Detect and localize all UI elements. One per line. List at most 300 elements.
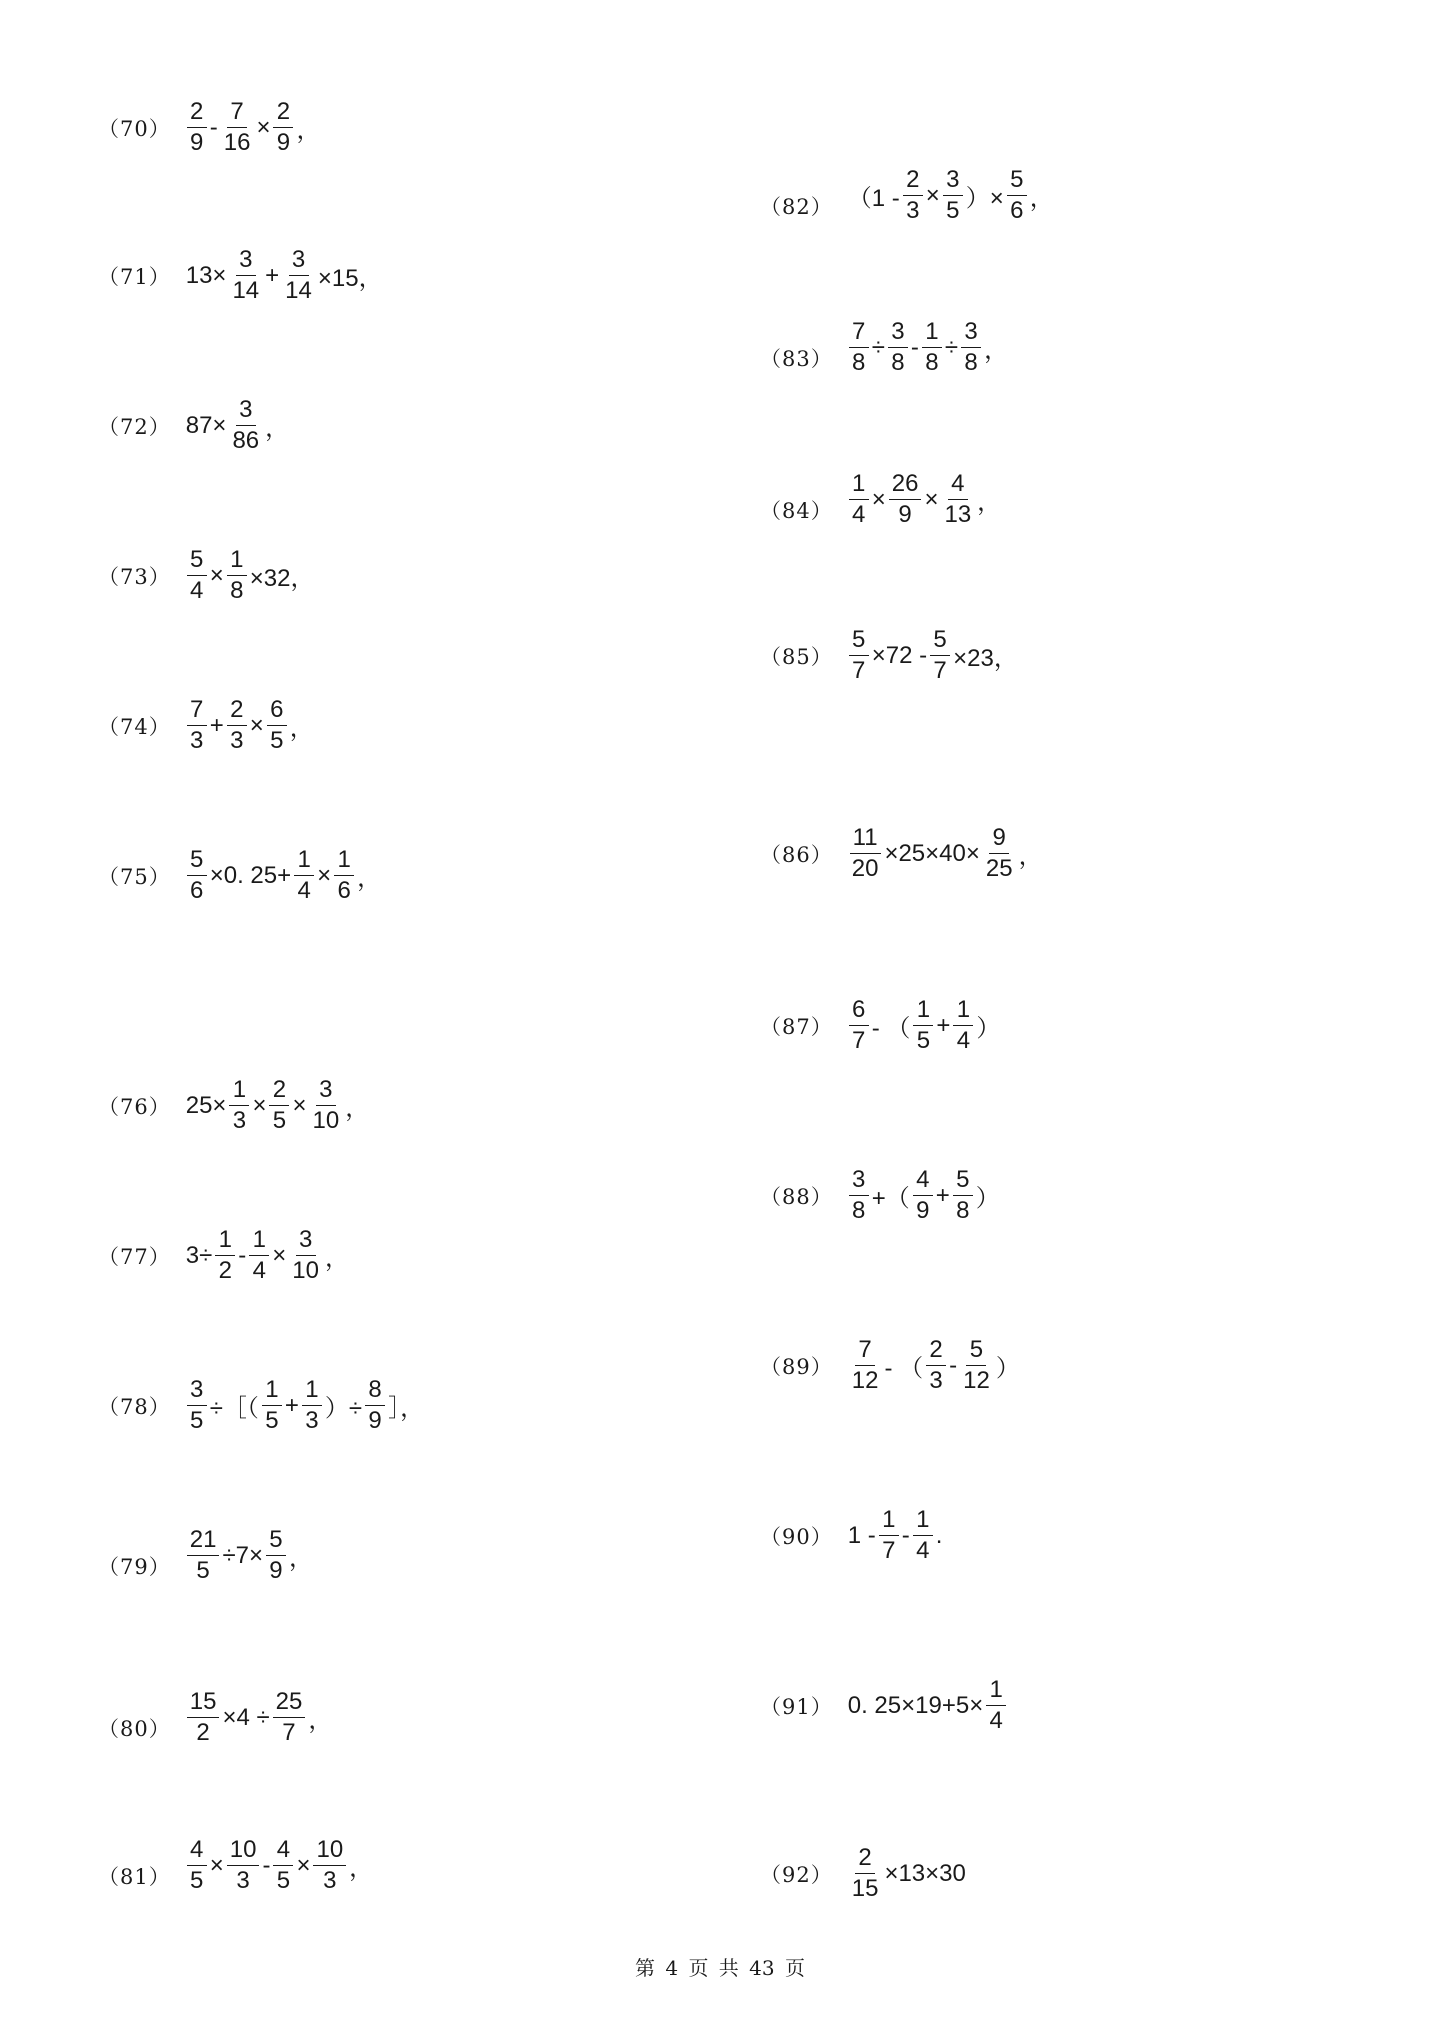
numerator: 1 [334,848,354,876]
denominator: 4 [297,877,311,904]
operator-text: ， [357,865,382,892]
numerator: 1 [953,998,973,1026]
denominator: 5 [270,727,284,754]
numerator: 2 [855,1846,875,1874]
problem-90 [760,1508,943,1563]
operator-text: ×25×40× [884,839,980,867]
fraction [187,848,207,903]
numerator: 6 [267,698,287,726]
problem-85 [760,628,1019,683]
operator-text: × [256,113,271,141]
denominator: 8 [925,349,939,376]
problem-80 [98,1690,333,1745]
denominator: 3 [190,727,204,754]
denominator: 8 [852,349,866,376]
fraction [365,1378,385,1433]
problem-number: （90） [760,1524,833,1549]
numerator: 3 [849,1168,869,1196]
expression [185,1838,374,1893]
fraction [913,1508,933,1563]
fraction [221,100,254,155]
operator-text: - [949,1351,958,1379]
operator-text: ÷［（ [209,1395,259,1422]
numerator: 3 [943,168,963,196]
expression [185,398,290,453]
fraction [888,320,908,375]
expression [185,100,322,155]
fraction [289,1228,322,1283]
problem-number: （77） [98,1244,171,1269]
problem-87 [760,998,1001,1053]
problem-number: （81） [98,1865,171,1889]
expression [847,628,1019,683]
numerator: 5 [930,628,950,656]
problem-number: （78） [98,1394,171,1419]
expression [847,998,1002,1053]
problem-92 [760,1846,967,1901]
operator-text: 25× [185,1091,227,1119]
fraction [227,1838,260,1893]
problem-number: （74） [98,714,171,739]
fraction [913,998,933,1053]
fraction [266,1528,286,1583]
operator-text: + [284,1391,299,1419]
operator-text: ， [289,715,314,742]
denominator: 4 [852,501,866,528]
fraction [889,472,922,527]
numerator: 1 [249,1228,269,1256]
operator-text: 0. 25×19+5× [847,1691,984,1719]
operator-text: 87× [185,411,227,439]
problem-75 [98,848,382,903]
denominator: 14 [285,277,312,304]
denominator: 6 [1010,197,1024,224]
fraction [960,1338,993,1393]
expression [847,1846,967,1901]
numerator: 6 [849,998,869,1026]
numerator: 5 [187,548,207,576]
expression [847,826,1044,881]
numerator: 5 [266,1528,286,1556]
problem-number: （71） [98,264,171,289]
numerator: 3 [236,398,256,426]
operator-text: ， [1018,843,1043,870]
numerator: 1 [215,1228,235,1256]
fraction [849,472,869,527]
denominator: 20 [851,855,879,882]
operator-text: - [910,333,919,361]
fraction [849,320,869,375]
fraction [913,1168,933,1223]
fraction [309,1078,342,1133]
page-footer: 第 4 页 共 43 页 [635,1956,805,1980]
operator-text: +（ [871,1185,910,1212]
fraction [849,1338,882,1393]
denominator: 9 [276,129,291,156]
denominator: 10 [292,1257,319,1284]
numerator: 5 [953,1168,973,1196]
operator-text: ÷ [871,333,885,361]
fraction [953,1168,973,1223]
denominator: 10 [312,1107,340,1134]
operator-text: × [272,1241,287,1269]
fraction [930,628,950,683]
denominator: 3 [323,1867,337,1894]
problem-88 [760,1168,1001,1223]
fraction [313,1838,346,1893]
expression [847,1168,1001,1223]
operator-text: 13× [185,261,227,289]
expression [847,1508,944,1563]
operator-text: ×15， [317,265,383,292]
fraction [282,248,315,303]
numerator: 5 [1007,168,1027,196]
operator-text: + [935,1181,950,1209]
fraction [879,1508,899,1563]
numerator: 1 [913,1508,933,1536]
denominator: 7 [882,1537,896,1564]
problem-74 [98,698,315,753]
numerator: 7 [849,320,869,348]
numerator: 1 [913,998,933,1026]
fraction [273,1690,306,1745]
expression [185,1528,314,1583]
problem-91 [760,1678,1008,1733]
numerator: 7 [855,1338,875,1366]
operator-text: ， [349,1855,374,1882]
operator-text: ） [976,1015,1001,1042]
denominator: 8 [956,1197,970,1224]
problem-number: （87） [760,1014,833,1039]
numerator: 1 [294,848,314,876]
denominator: 8 [230,577,244,604]
operator-text: ×4 ÷ [222,1703,270,1731]
numerator: 1 [986,1678,1006,1706]
fraction [849,826,882,881]
numerator: 2 [273,100,293,128]
denominator: 5 [946,197,960,224]
operator-text: ， [324,1245,349,1272]
fraction [229,1078,249,1133]
fraction [953,998,973,1053]
operator-text: ）÷ [324,1395,363,1422]
numerator: 3 [961,320,981,348]
fraction [267,698,287,753]
operator-text: + [265,261,280,289]
fraction [922,320,942,375]
fraction [961,320,981,375]
operator-text: ） [995,1355,1020,1382]
numerator: 1 [229,1078,249,1106]
fraction [215,1228,235,1283]
operator-text: - [209,113,218,141]
fraction [229,248,262,303]
numerator: 7 [227,100,247,128]
problem-number: （83） [760,347,833,371]
problem-number: （79） [98,1555,171,1579]
problem-number: （75） [98,864,171,889]
denominator: 14 [232,277,260,304]
expression [185,548,316,603]
fraction [903,168,923,223]
problem-70 [98,100,321,155]
numerator: 1 [302,1378,322,1406]
fraction [294,848,314,903]
denominator: 13 [944,501,972,528]
expression [185,848,382,903]
numerator: 1 [879,1508,899,1536]
expression [185,1690,334,1745]
denominator: 9 [190,129,204,156]
operator-text: × [924,485,939,513]
operator-text: ×23， [953,645,1018,672]
problem-83 [760,320,1009,375]
operator-text: - [262,1851,271,1879]
fraction [849,628,869,683]
operator-text: ×13×30 [884,1859,966,1887]
problem-81 [98,1838,374,1893]
denominator: 7 [852,657,866,684]
denominator: 8 [891,349,905,376]
operator-text: ×0. 25+ [209,861,292,889]
expression [847,1678,1008,1733]
numerator: 5 [849,628,869,656]
numerator: 11 [850,826,881,854]
denominator: 3 [906,197,920,224]
numerator: 3 [187,1378,207,1406]
denominator: 15 [851,1875,879,1902]
fraction [187,1528,220,1583]
numerator: 1 [227,548,247,576]
operator-text: × [317,861,332,889]
fraction [273,1838,293,1893]
problem-77 [98,1228,350,1283]
denominator: 5 [265,1407,279,1434]
problem-number: （76） [98,1094,171,1119]
problem-72 [98,398,290,453]
expression [847,320,1009,375]
denominator: 7 [933,657,947,684]
denominator: 4 [956,1027,971,1054]
numerator: 8 [365,1378,385,1406]
denominator: 9 [916,1197,930,1224]
problem-number: （88） [760,1184,833,1209]
fraction [187,100,207,155]
operator-text: ， [345,1095,370,1122]
operator-text: × [249,711,264,739]
numerator: 2 [926,1338,946,1366]
denominator: 12 [851,1367,879,1394]
operator-text: ， [1029,185,1054,212]
operator-text: ， [296,117,321,144]
numerator: 25 [273,1690,306,1718]
problem-number: （86） [760,842,833,867]
fraction [187,698,207,753]
fraction [187,1838,207,1893]
denominator: 5 [190,1407,204,1434]
operator-text: × [209,561,224,589]
fraction [187,548,207,603]
operator-text: × [252,1091,267,1119]
denominator: 86 [232,427,260,454]
numerator: 3 [296,1228,316,1256]
numerator: 26 [889,472,922,500]
numerator: 3 [316,1078,336,1106]
operator-text: ÷ [944,333,959,361]
operator-text: ×72 - [871,641,928,669]
operator-text: × [925,181,940,209]
fraction [849,998,869,1053]
problem-86 [760,826,1044,881]
denominator: 3 [305,1407,319,1434]
fraction [849,1168,869,1223]
denominator: 6 [337,877,351,904]
fraction [334,848,354,903]
denominator: 3 [232,1107,247,1134]
fraction [227,698,247,753]
operator-text: 1 - [847,1521,876,1549]
denominator: 3 [230,727,244,754]
numerator: 21 [187,1528,220,1556]
numerator: 7 [187,698,207,726]
problem-number: （85） [760,644,833,669]
operator-text: × [871,485,886,513]
denominator: 25 [985,855,1013,882]
problem-79 [98,1528,314,1583]
operator-text: - [901,1521,910,1549]
denominator: 9 [269,1557,283,1584]
numerator: 10 [227,1838,260,1866]
problem-78 [98,1378,425,1433]
denominator: 12 [963,1367,990,1394]
numerator: 2 [269,1078,289,1106]
problem-89 [760,1338,1021,1393]
denominator: 2 [218,1257,232,1284]
numerator: 10 [313,1838,346,1866]
denominator: 4 [989,1707,1003,1734]
fraction [986,1678,1006,1733]
operator-text: ］， [388,1395,425,1422]
denominator: 16 [223,129,251,156]
fraction [249,1228,269,1283]
numerator: 4 [187,1838,207,1866]
denominator: 5 [190,1867,204,1894]
numerator: 5 [966,1338,986,1366]
denominator: 3 [236,1867,250,1894]
fraction [1007,168,1027,223]
operator-text: × [296,1851,311,1879]
problem-number: （70） [98,116,171,141]
numerator: 1 [849,472,869,500]
denominator: 6 [190,877,204,904]
numerator: 3 [236,248,256,276]
expression [847,168,1055,223]
denominator: 3 [929,1367,943,1394]
numerator: 15 [187,1690,220,1718]
fraction [227,548,247,603]
denominator: 4 [252,1257,266,1284]
denominator: 5 [196,1557,210,1584]
fraction [983,826,1016,881]
operator-text: - [238,1241,247,1269]
expression [847,472,1002,527]
fraction [849,1846,882,1901]
numerator: 9 [989,826,1009,854]
denominator: 5 [272,1107,287,1134]
numerator: 2 [187,100,207,128]
expression [847,1338,1021,1393]
denominator: 5 [276,1867,291,1894]
problem-71 [98,248,384,303]
denominator: 5 [916,1027,931,1054]
problem-number: （91） [760,1694,833,1719]
operator-text: ÷7× [222,1541,263,1569]
numerator: 4 [273,1838,293,1866]
fraction [273,100,293,155]
numerator: 1 [262,1378,282,1406]
operator-text: ） [975,1185,1000,1212]
operator-text: ， [308,1707,333,1734]
operator-text: × [209,1851,224,1879]
operator-text: - （ [871,1015,911,1042]
operator-text: ， [288,1545,313,1572]
operator-text: ， [265,415,290,442]
fraction [941,472,974,527]
operator-text: ）× [965,185,1004,212]
expression [185,248,384,303]
problem-number: （89） [760,1354,833,1379]
numerator: 2 [227,698,247,726]
numerator: 5 [187,848,207,876]
operator-text: + [209,711,224,739]
fraction [269,1078,289,1133]
expression [185,698,315,753]
problem-number: （92） [760,1862,833,1887]
numerator: 3 [888,320,908,348]
operator-text: - （ [884,1355,924,1382]
operator-text: ×32， [249,565,315,592]
operator-text: × [292,1091,307,1119]
problem-76 [98,1078,370,1133]
expression [185,1228,350,1283]
expression [185,1078,370,1133]
fraction [943,168,963,223]
operator-text: 3÷ [185,1241,213,1269]
fraction [302,1378,322,1433]
operator-text: + [936,1011,951,1039]
problem-number: （84） [760,499,833,523]
denominator: 4 [190,577,204,604]
denominator: 7 [282,1719,296,1746]
denominator: 2 [196,1719,210,1746]
fraction [262,1378,282,1433]
operator-text: ， [984,337,1009,364]
problem-number: （80） [98,1717,171,1741]
operator-text: . [935,1521,943,1549]
operator-text: （1 - [847,185,900,212]
fraction [187,1690,220,1745]
numerator: 4 [948,472,968,500]
denominator: 9 [368,1407,382,1434]
numerator: 3 [289,248,309,276]
problem-84 [760,472,1002,527]
numerator: 4 [913,1168,933,1196]
fraction [187,1378,207,1433]
denominator: 8 [964,349,978,376]
problem-number: （73） [98,564,171,589]
operator-text: ， [977,489,1002,516]
denominator: 9 [898,501,912,528]
